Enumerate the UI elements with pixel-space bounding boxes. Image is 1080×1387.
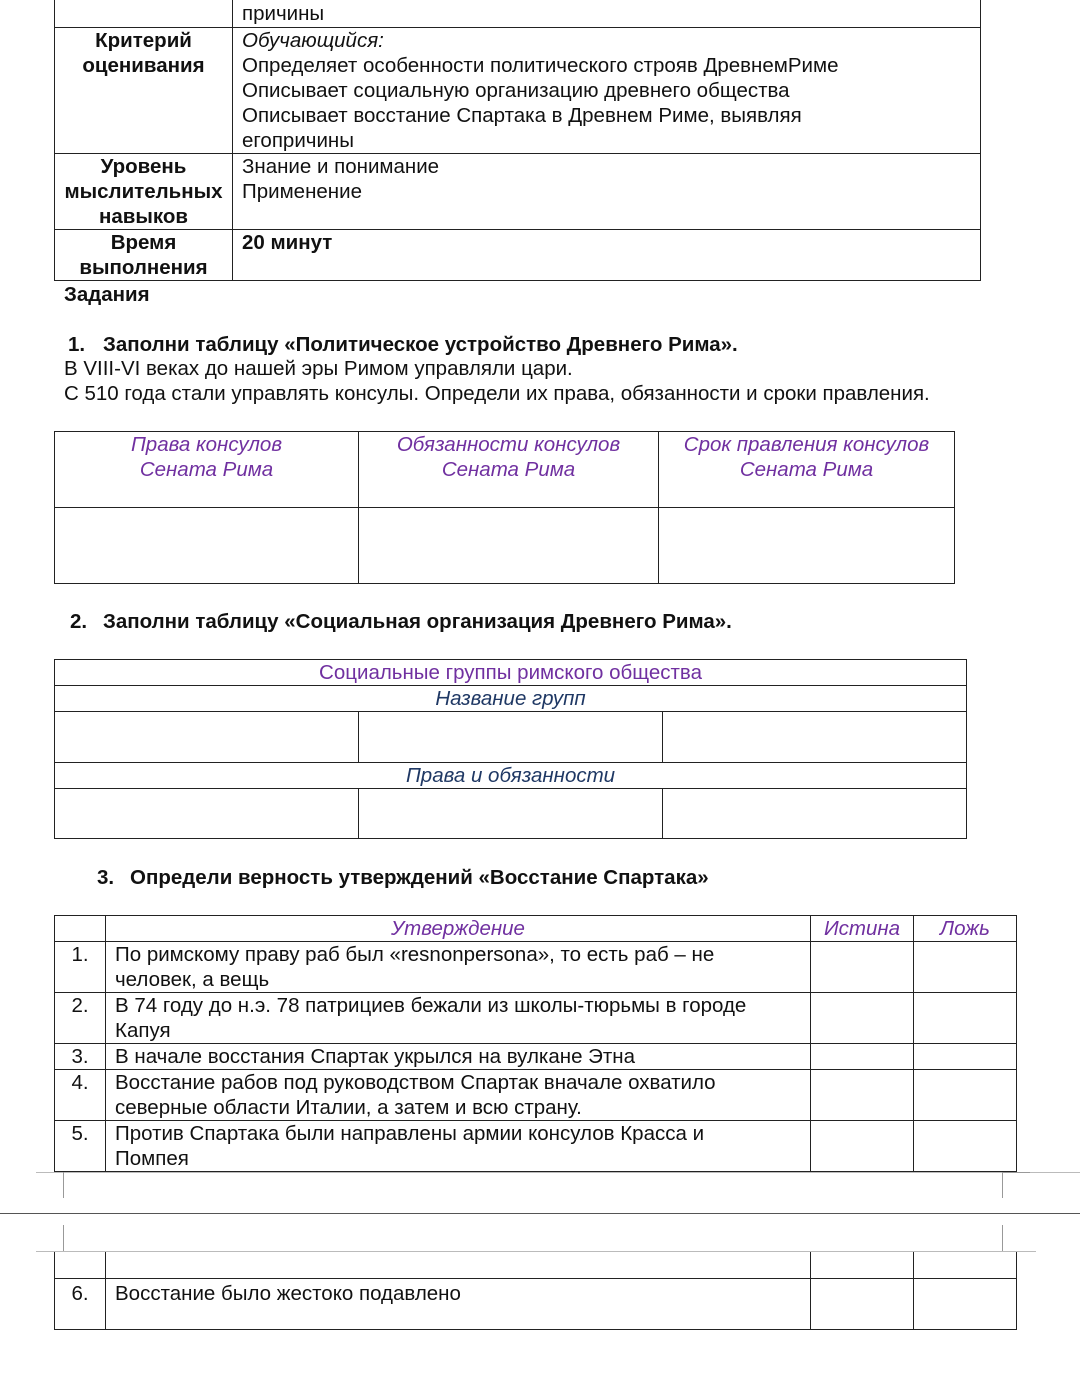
answer-cell[interactable] (663, 712, 967, 763)
statement-number: 6. (55, 1278, 106, 1329)
rights-duties-header: Права и обязанности (55, 763, 967, 789)
answer-cell[interactable] (359, 712, 663, 763)
header-statement: Утверждение (106, 916, 811, 942)
statement-number: 1. (55, 942, 106, 993)
header-term: Срок правления консулов (683, 433, 930, 456)
social-table (54, 659, 967, 839)
statement-row (55, 1278, 1017, 1329)
info-row-time (55, 230, 981, 281)
criteria-value: егопричины (242, 129, 354, 152)
true-cell[interactable] (811, 1044, 914, 1070)
true-cell[interactable] (811, 1070, 914, 1121)
header-term: Сената Рима (739, 458, 874, 481)
info-row-criteria (55, 28, 981, 154)
statement-number: 2. (55, 993, 106, 1044)
true-cell[interactable] (811, 942, 914, 993)
social-sub-row (55, 763, 967, 789)
statement-text: северные области Италии, а затем и всю страну. (115, 1096, 582, 1119)
answer-cell[interactable] (55, 508, 359, 584)
statement-row (55, 1070, 1017, 1121)
false-cell[interactable] (914, 1070, 1017, 1121)
answer-cell[interactable] (359, 508, 659, 584)
statement-text: человек, а вещь (115, 968, 270, 991)
answer-cell[interactable] (663, 789, 967, 839)
page-edge-line (36, 1172, 1080, 1173)
task1-text-line: В VIII-VI веках до нашей эры Римом управляли цари. (64, 357, 573, 380)
corner-mark (63, 1172, 64, 1198)
consuls-answer-row (55, 508, 955, 584)
info-row-skills (55, 154, 981, 230)
statement-row (55, 942, 1017, 993)
true-cell[interactable] (811, 1278, 914, 1329)
tasks-heading: Задания (64, 283, 150, 306)
false-cell[interactable] (914, 1278, 1017, 1329)
header-duties: Обязанности консулов (396, 433, 621, 456)
corner-mark (1002, 1172, 1030, 1173)
skills-label: навыков (98, 205, 188, 228)
time-label: Время (110, 231, 177, 254)
page-break-separator (0, 1213, 1080, 1214)
statement-number: 5. (55, 1121, 106, 1172)
false-cell[interactable] (914, 1044, 1017, 1070)
task3-number: 3. (97, 866, 115, 889)
social-groups-header: Социальные группы римского общества (55, 660, 967, 686)
statement-text: Капуя (115, 1019, 171, 1042)
rights-duties-row (55, 789, 967, 839)
task2-number: 2. (70, 610, 88, 633)
task1-number: 1. (68, 333, 86, 356)
true-cell[interactable] (811, 1121, 914, 1172)
time-label: выполнения (79, 256, 208, 279)
answer-cell[interactable] (659, 508, 955, 584)
statement-row (55, 1044, 1017, 1070)
consuls-header-row (55, 432, 955, 508)
header-rights: Сената Рима (139, 458, 274, 481)
criteria-value: Обучающийся: (242, 29, 384, 52)
statement-row (55, 1121, 1017, 1172)
info-row-partial (55, 0, 981, 28)
statement-text: Восстание было жестоко подавлено (115, 1281, 461, 1305)
consuls-table (54, 431, 955, 584)
statement-text: Восстание рабов под руководством Спартак вначале охватило (115, 1071, 716, 1094)
group-names-row (55, 712, 967, 763)
true-cell[interactable] (811, 993, 914, 1044)
statement-text: Против Спартака были направлены армии консулов Красса и (115, 1122, 705, 1145)
social-sub-row (55, 686, 967, 712)
partial-text: причины (242, 2, 325, 25)
info-table (54, 0, 981, 281)
header-rights: Права консулов (130, 433, 283, 456)
statement-row (55, 993, 1017, 1044)
statement-text: Помпея (115, 1147, 189, 1170)
criteria-value: Определяет особенности политического строяв ДревнемРиме (242, 54, 839, 77)
task1-title: Заполни таблицу «Политическое устройство Древнего Рима». (103, 333, 738, 356)
skills-label: Уровень (100, 155, 187, 178)
skills-value: Знание и понимание (242, 155, 440, 178)
skills-value: Применение (242, 180, 362, 203)
statements-table-continued (54, 1252, 1017, 1330)
task1-text-line: С 510 года стали управлять консулы. Определи их права, обязанности и сроки правления. (64, 382, 930, 405)
corner-mark (63, 1225, 64, 1251)
false-cell[interactable] (914, 942, 1017, 993)
corner-mark (1002, 1172, 1003, 1198)
header-true: Истина (811, 916, 914, 942)
answer-cell[interactable] (55, 789, 359, 839)
statement-text: По римскому праву раб был «resnonpersona», то есть раб – не (115, 943, 715, 966)
statement-number: 4. (55, 1070, 106, 1121)
false-cell[interactable] (914, 1121, 1017, 1172)
skills-label: мыслительных (64, 180, 223, 203)
statements-header-row-repeat (55, 1252, 1017, 1278)
header-duties: Сената Рима (441, 458, 576, 481)
statement-number: 3. (55, 1044, 106, 1070)
criteria-label: оценивания (82, 54, 205, 77)
answer-cell[interactable] (359, 789, 663, 839)
statement-text: В 74 году до н.э. 78 патрициев бежали из школы-тюрьмы в городе (115, 994, 747, 1017)
social-header-row (55, 660, 967, 686)
corner-mark (1002, 1225, 1003, 1251)
statements-table (54, 915, 1017, 1172)
task2-title: Заполни таблицу «Социальная организация Древнего Рима». (103, 610, 732, 633)
time-value: 20 минут (242, 231, 333, 254)
criteria-label: Критерий (95, 29, 192, 52)
criteria-value: Описывает социальную организацию древнего общества (242, 79, 790, 102)
answer-cell[interactable] (55, 712, 359, 763)
task3-title: Определи верность утверждений «Восстание Спартака» (130, 866, 709, 889)
group-names-header: Название групп (55, 686, 967, 712)
statements-header-row (55, 916, 1017, 942)
statement-text: В начале восстания Спартак укрылся на вулкане Этна (115, 1045, 636, 1068)
criteria-value: Описывает восстание Спартака в Древнем Риме, выявляя (242, 104, 802, 127)
false-cell[interactable] (914, 993, 1017, 1044)
header-false: Ложь (914, 916, 1017, 942)
